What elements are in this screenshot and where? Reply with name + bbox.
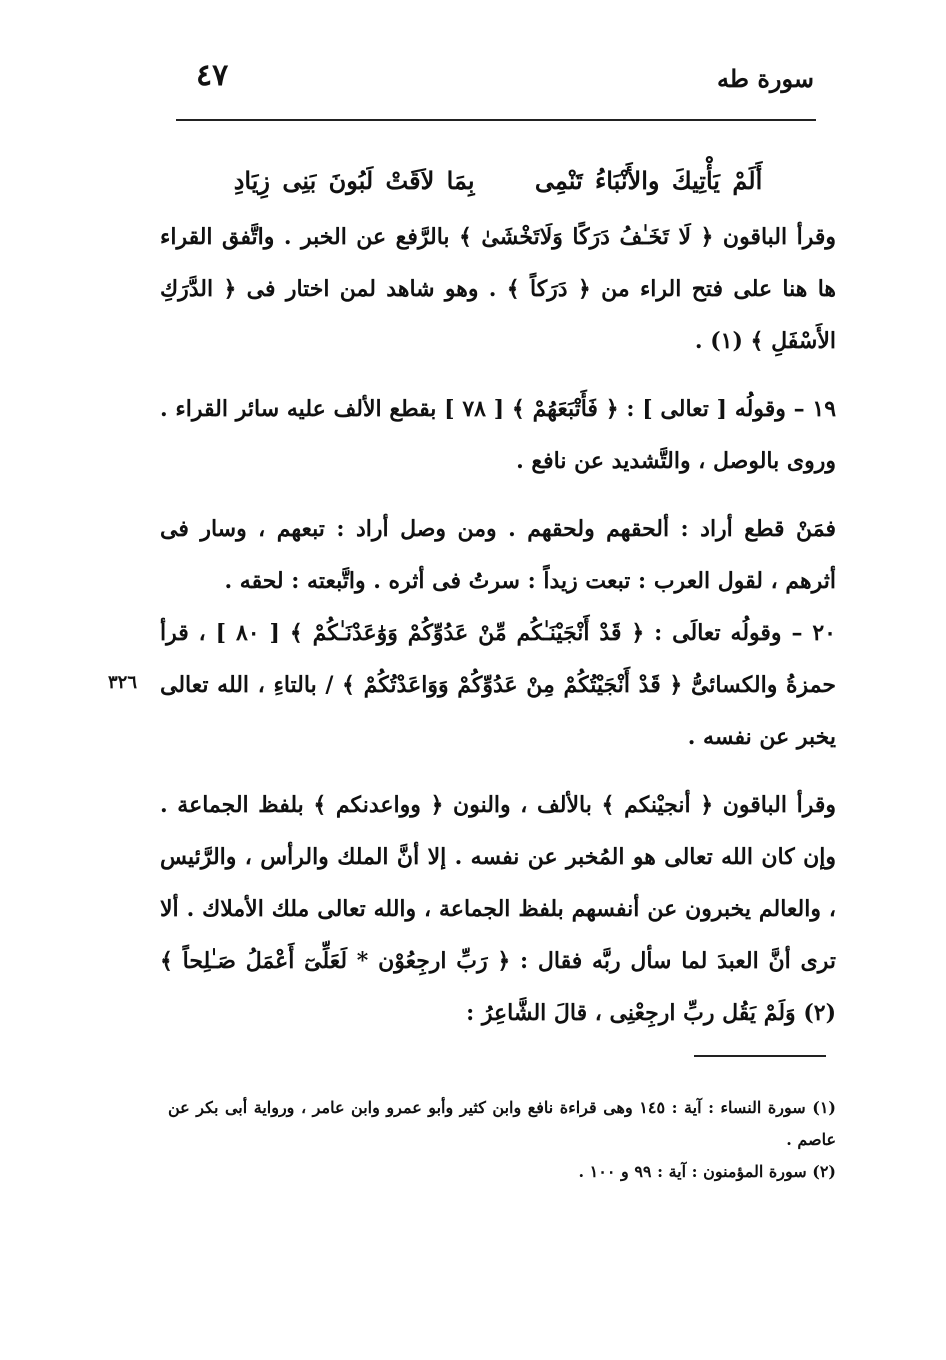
verse-hemistich-first: أَلَمْ يَأْتِيكَ والأَنْبَاءُ تَنْمِى <box>534 166 763 195</box>
footnote-divider <box>694 1055 826 1057</box>
header-divider <box>176 119 816 121</box>
paragraph: ١٩ – وقولُه [ تعالى ] : ﴿ فَأَتْبَعَهُمْ ﴾ [ ٧٨ ] بقطع الألف عليه سائر القراء . وروى بالوصل ، والتَّشديد عن نافع . <box>160 396 837 474</box>
surah-title: سورة طه <box>717 64 814 93</box>
poetry-verse <box>160 155 836 207</box>
paragraph-gap <box>160 487 836 503</box>
paragraph-gap <box>160 367 836 383</box>
verse-hemistich-second: بِمَا لاَقَتْ لَبُونَ بَنِى زِيَادِ <box>233 166 475 195</box>
paragraph: وقرأ الباقون ﴿ أنجيْنكم ﴾ بالألف ، والنون ﴿ وواعدنكم ﴾ بلفظ الجماعة . وإن كان الله تعالى هو المُخبر عن نفسه . إلا أنَّ الملك والرأس ، والرَّئيس ، والعالم يخبرون عن أنفسهم بلفظ الجماعة ، والله تعالى ملك الأملاك . ألا ترى أنَّ العبدَ لما سأل ربَّه فقال : ﴿ رَبِّ ارجِعُوْن * لَعَلِّىٓ أَعْمَلُ صَـٰلِحاً ﴾ (٢) وَلَمْ يَقُل ربِّ ارجِعْنِى ، قالَ الشَّاعِرُ : <box>160 792 836 1026</box>
footnote: (٢) سورة المؤمنون : آية : ٩٩ و ١٠٠ . <box>578 1162 836 1181</box>
main-text <box>160 155 836 1039</box>
margin-page-reference: ٣٢٦ <box>108 672 138 693</box>
footnote: (١) سورة النساء : آية : ١٤٥ وهى قراءة نافع وابن كثير وأبو عمرو وابن عامر ، ورواية أبى بكر عن عاصم . <box>168 1098 836 1149</box>
paragraph: فمَنْ قطع أراد : ألحقهم ولحقهم . ومن وصل أراد : تبعهم ، وسار فى أثرهم ، لقول العرب : تبعت زيداً : سرتُ فى أثره . واتَّبعته : لحقه . <box>160 516 836 594</box>
page-header <box>178 58 814 98</box>
page-number: ٤٧ <box>196 58 229 93</box>
paragraph-gap <box>160 763 836 779</box>
paragraph: وقرأ الباقون ﴿ لَا تَخَـٰفُ دَرَكًا وَلَاتَخْشَىٰ ﴾ بالرَّفع عن الخبر . واتَّفق القراء ها هنا على فتح الراء من ﴿ دَرَكاً ﴾ . وهو شاهد لمن اختار فى ﴿ الدَّرَكِ الأَسْفَلِ ﴾ (١) . <box>160 224 836 354</box>
footnotes <box>168 1092 836 1188</box>
paragraph: ٢٠ – وقولُه تعالَى : ﴿ قَدْ أَنْجَيْنَـٰكُم مِّنْ عَدُوِّكُمْ وَوَٰعَدْنَـٰكُمْ ﴾ [ ٨٠ ] ، قرأ حمزةُ والكسائىُّ ﴿ قَدْ أَنْجَيْتُكُمْ مِنْ عَدُوِّكُمْ وَوَاعَدْتُكُمْ ﴾ / بالتاءِ ، الله تعالى يخبر عن نفسه . <box>160 620 836 750</box>
